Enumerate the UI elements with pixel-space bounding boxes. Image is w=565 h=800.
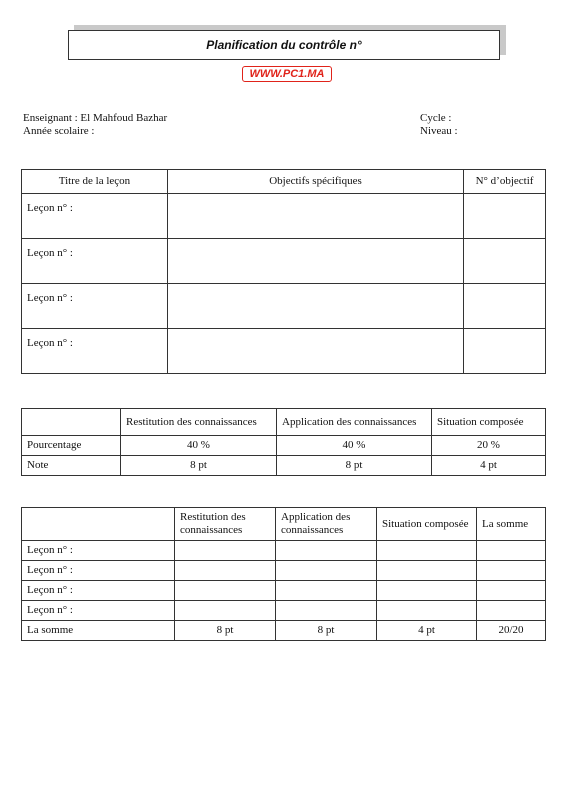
total-value: 8 pt [276, 621, 377, 641]
table-row [22, 456, 546, 476]
header-cell: Situation composée [377, 508, 477, 541]
note-value: 4 pt [432, 456, 546, 476]
lesson-label: Leçon n° : [22, 601, 175, 621]
score-cell[interactable] [276, 561, 377, 581]
header-cell [22, 508, 175, 541]
score-cell[interactable] [175, 541, 276, 561]
page-title: Planification du contrôle n° [68, 30, 500, 60]
distribution-table [21, 507, 546, 641]
teacher-label: Enseignant : El Mahfoud Bazhar [23, 112, 168, 124]
score-cell[interactable] [477, 601, 546, 621]
table-row [22, 541, 546, 561]
table-row [22, 329, 546, 374]
score-cell[interactable] [276, 581, 377, 601]
score-cell[interactable] [175, 581, 276, 601]
cycle-label: Cycle : [420, 112, 452, 124]
table-header-row [22, 409, 546, 436]
objective-number-cell[interactable] [464, 329, 546, 374]
score-cell[interactable] [276, 541, 377, 561]
percentage-value: 40 % [121, 436, 277, 456]
total-row [22, 621, 546, 641]
score-cell[interactable] [377, 601, 477, 621]
header-cell: Restitution des connaissances [175, 508, 276, 541]
score-cell[interactable] [477, 541, 546, 561]
header-cell: Objectifs spécifiques [168, 170, 464, 194]
school-year-label: Année scolaire : [23, 125, 95, 137]
lesson-label: Leçon n° : [22, 561, 175, 581]
objective-number-cell[interactable] [464, 239, 546, 284]
note-value: 8 pt [121, 456, 277, 476]
lesson-label: Leçon n° : [22, 194, 168, 239]
score-cell[interactable] [477, 561, 546, 581]
score-cell[interactable] [175, 561, 276, 581]
objectives-cell[interactable] [168, 329, 464, 374]
objectives-cell[interactable] [168, 284, 464, 329]
table-header-row [22, 170, 546, 194]
table-row [22, 239, 546, 284]
objectives-cell[interactable] [168, 239, 464, 284]
note-value: 8 pt [277, 456, 432, 476]
total-label: La somme [22, 621, 175, 641]
lesson-label: Leçon n° : [22, 581, 175, 601]
percentage-value: 20 % [432, 436, 546, 456]
score-cell[interactable] [377, 581, 477, 601]
row-label: Note [22, 456, 121, 476]
total-value: 20/20 [477, 621, 546, 641]
score-cell[interactable] [276, 601, 377, 621]
header-cell: Application des connaissances [277, 409, 432, 436]
header-cell: Situation composée [432, 409, 546, 436]
table-header-row [22, 508, 546, 541]
header-cell: Application des connaissances [276, 508, 377, 541]
header-cell: La somme [477, 508, 546, 541]
percentage-value: 40 % [277, 436, 432, 456]
header-cell: N° d’objectif [464, 170, 546, 194]
lesson-label: Leçon n° : [22, 239, 168, 284]
score-cell[interactable] [377, 561, 477, 581]
lesson-label: Leçon n° : [22, 541, 175, 561]
table-row [22, 581, 546, 601]
table-row [22, 601, 546, 621]
table-row [22, 194, 546, 239]
score-cell[interactable] [377, 541, 477, 561]
table-row [22, 561, 546, 581]
lessons-table [21, 169, 546, 374]
lesson-label: Leçon n° : [22, 284, 168, 329]
score-cell[interactable] [175, 601, 276, 621]
site-badge: WWW.PC1.MA [242, 66, 332, 82]
table-row [22, 284, 546, 329]
total-value: 8 pt [175, 621, 276, 641]
weights-table [21, 408, 546, 476]
objective-number-cell[interactable] [464, 284, 546, 329]
header-cell: Titre de la leçon [22, 170, 168, 194]
row-label: Pourcentage [22, 436, 121, 456]
header-cell: Restitution des connaissances [121, 409, 277, 436]
objectives-cell[interactable] [168, 194, 464, 239]
score-cell[interactable] [477, 581, 546, 601]
objective-number-cell[interactable] [464, 194, 546, 239]
total-value: 4 pt [377, 621, 477, 641]
table-row [22, 436, 546, 456]
level-label: Niveau : [420, 125, 458, 137]
lesson-label: Leçon n° : [22, 329, 168, 374]
header-cell [22, 409, 121, 436]
